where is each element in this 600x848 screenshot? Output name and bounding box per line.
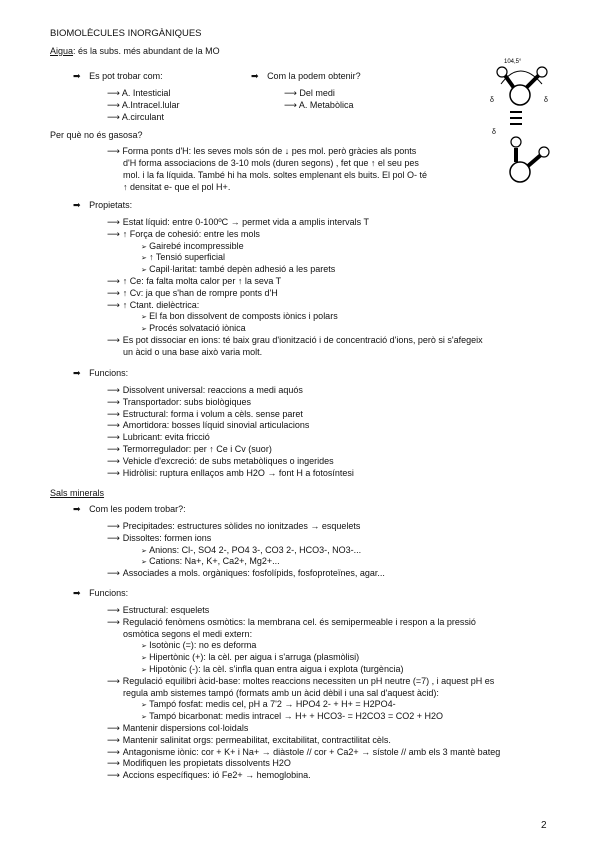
arrow-icon: ⟶ bbox=[107, 676, 123, 687]
funcio-item bbox=[107, 420, 309, 432]
list-item-text: Modifiquen les propietats dissolvents H2O bbox=[122, 758, 291, 769]
gas-answer-line-4: ↑ densitat e- que el pol H+. bbox=[123, 182, 231, 192]
list-item-text: Lubricant: evita fricció bbox=[122, 432, 210, 443]
list-item-text: ↑ Tensió superficial bbox=[149, 252, 225, 263]
list-item-text: Tampó fosfat: medis cel, pH a 7'2 → HPO4 2- + H+ = H2PO4- bbox=[149, 699, 396, 710]
arrow-icon: ⟶ bbox=[284, 101, 297, 111]
bold-arrow-icon: ➡ bbox=[73, 201, 81, 211]
sals-trobar-item bbox=[107, 521, 360, 533]
hydrogen-atom bbox=[497, 67, 507, 77]
arrow-icon: ⟶ bbox=[107, 522, 123, 532]
sals-trobar-item bbox=[107, 568, 385, 580]
page-title: BIOMOLÈCULES INORGÀNIQUES bbox=[50, 28, 202, 39]
list-item-text: Cations: Na+, K+, Ca2+, Mg2+... bbox=[149, 556, 280, 567]
aigua-trobar-title: Es pot trobar com: bbox=[89, 71, 163, 81]
sals-trobar-title-line bbox=[73, 504, 186, 516]
aigua-obtenir-title-line bbox=[251, 71, 361, 83]
propietat-item bbox=[141, 311, 338, 323]
list-item-text: un àcid o una base això varia molt. bbox=[123, 346, 263, 357]
list-item-text: El fa bon dissolvent de composts iònics i polars bbox=[149, 311, 338, 322]
aigua-trobar-title-line bbox=[73, 71, 163, 83]
sals-funcio-item bbox=[107, 676, 494, 688]
bullet-icon: ➢ bbox=[141, 558, 150, 567]
aigua-funcions-title: Funcions: bbox=[89, 368, 129, 378]
list-item: ⟶ A.circulant bbox=[107, 112, 164, 123]
sals-funcio-item bbox=[107, 605, 209, 617]
propietat-item bbox=[141, 252, 225, 264]
sals-funcions-title-line bbox=[73, 588, 128, 600]
funcio-item bbox=[107, 385, 303, 397]
list-item-text: ↑ Ctant. dielèctrica: bbox=[122, 299, 200, 310]
aigua-obtenir-title: Com la podem obtenir? bbox=[267, 71, 361, 81]
oh-bond bbox=[526, 74, 540, 88]
arrow-icon: ⟶ bbox=[107, 101, 120, 111]
list-item-text: Estructural: forma i volum a cèls. sense paret bbox=[122, 408, 303, 419]
arrow-icon: ⟶ bbox=[107, 218, 123, 228]
propietat-item bbox=[107, 300, 199, 312]
list-item-text: Associades a mols. orgàniques: fosfolípids, fosfoproteïnes, agar... bbox=[122, 568, 385, 579]
arrow-icon: ⟶ bbox=[107, 386, 123, 396]
list-item-text: Hipotònic (-): la cèl. s'infla quan entra aigua i explota (turgència) bbox=[149, 664, 404, 674]
bold-arrow-icon: ➡ bbox=[73, 369, 81, 379]
sals-funcio-item bbox=[141, 711, 443, 723]
page-number: 2 bbox=[541, 820, 547, 831]
propietat-item bbox=[107, 229, 260, 241]
list-item-text: regula amb sistemes tampó (formats amb un àcid dèbil i una sal d'aquest àcid): bbox=[123, 687, 439, 698]
list-item-text: Isotònic (=): no es deforma bbox=[149, 640, 257, 651]
funcio-item bbox=[107, 432, 210, 444]
arrow-icon: ⟶ bbox=[107, 89, 120, 99]
sals-funcio-item bbox=[141, 640, 256, 652]
arrow-icon: ⟶ bbox=[107, 569, 123, 580]
list-item-text: Vehicle d'excreció: de subs metabòliques o ingerides bbox=[122, 455, 334, 466]
bullet-icon: ➢ bbox=[141, 313, 150, 322]
bullet-icon: ➢ bbox=[141, 713, 150, 722]
propietat-item bbox=[107, 217, 369, 229]
oxygen-atom bbox=[510, 85, 530, 105]
arrow-icon: ⟶ bbox=[107, 445, 123, 455]
arrow-icon: ⟶ bbox=[107, 409, 123, 420]
list-item-text: Precipitades: estructures sòlides no ionitzades → esquelets bbox=[122, 521, 361, 531]
list-item-text: Tampó bicarbonat: medis intracel → H+ + HCO3- = H2CO3 = CO2 + H2O bbox=[149, 711, 443, 722]
propietat-item bbox=[141, 241, 244, 253]
list-item-text: Regulació fenòmens osmòtics: la membrana cel. és semipermeable i respon a la pressió bbox=[122, 616, 476, 627]
bullet-icon: ➢ bbox=[141, 242, 150, 251]
arrow-icon: ⟶ bbox=[107, 456, 123, 467]
bullet-icon: ➢ bbox=[141, 546, 150, 555]
sals-funcions-title: Funcions: bbox=[89, 588, 129, 598]
list-item-text: Gairebé incompressible bbox=[149, 240, 244, 251]
arrow-icon: ⟶ bbox=[107, 617, 123, 628]
list-item-text: Procés solvatació iònica bbox=[149, 323, 246, 334]
hydrogen-atom bbox=[537, 67, 547, 77]
sals-funcio-item bbox=[107, 747, 500, 759]
sals-trobar-item bbox=[107, 533, 211, 545]
arrow-icon: ⟶ bbox=[107, 468, 123, 479]
arrow-icon: ⟶ bbox=[107, 147, 120, 157]
propietat-item bbox=[141, 264, 335, 276]
bullet-icon: ➢ bbox=[141, 325, 150, 334]
arrow-icon: ⟶ bbox=[284, 89, 297, 99]
sals-trobar-item bbox=[141, 545, 361, 557]
list-item-text: Amortidora: bosses líquid sinovial articulacions bbox=[122, 420, 310, 431]
funcio-item bbox=[107, 456, 334, 468]
hydrogen-atom bbox=[511, 137, 521, 147]
list-item-text: Mantenir salinitat orgs: permeabilitat, excitabilitat, contractilitat cèls. bbox=[122, 734, 391, 745]
funcio-item bbox=[107, 409, 303, 421]
sals-funcio-item bbox=[107, 617, 476, 629]
list-item: ⟶ Del medi bbox=[284, 88, 335, 99]
bullet-icon: ➢ bbox=[141, 642, 150, 651]
gas-answer-line-1: ⟶ Forma ponts d'H: les seves mols són de ↓ pes mol. però gràcies als ponts bbox=[107, 146, 417, 157]
aigua-heading: Aigua bbox=[50, 46, 74, 56]
arrow-icon: ⟶ bbox=[107, 113, 120, 123]
aigua-heading-rest: : és la subs. més abundant de la MO bbox=[73, 46, 220, 56]
oxygen-atom bbox=[510, 162, 530, 182]
list-item-text: Capil·laritat: també depèn adhesió a les parets bbox=[149, 264, 336, 275]
bullet-icon: ➢ bbox=[141, 254, 150, 263]
gas-answer-line-2: d'H forma associacions de 3-10 mols (duren segons) , fet que ↑ el seu pes bbox=[123, 158, 419, 168]
list-item: ⟶ A. Intesticial bbox=[107, 88, 171, 99]
arrow-icon: ⟶ bbox=[107, 606, 123, 616]
sals-funcio-item bbox=[141, 652, 359, 664]
arrow-icon: ⟶ bbox=[107, 277, 123, 287]
list-item-text: Antagonisme iònic: cor + K+ i Na+ → diàstole // cor + Ca2+ → sístole // amb els 3 mantè bateg bbox=[122, 746, 501, 757]
funcio-item bbox=[107, 444, 272, 456]
aigua-heading-line bbox=[50, 46, 220, 57]
sals-funcio-item bbox=[107, 758, 291, 770]
arrow-icon: ⟶ bbox=[107, 747, 123, 758]
list-item-text: Hipertònic (+): la cèl. per aigua i s'arruga (plasmòlisi) bbox=[149, 652, 360, 663]
hydrogen-atom bbox=[539, 147, 549, 157]
arrow-icon: ⟶ bbox=[107, 533, 123, 544]
bullet-icon: ➢ bbox=[141, 654, 150, 663]
sals-funcio-item bbox=[107, 723, 248, 735]
delta-label: δ bbox=[492, 129, 496, 136]
arrow-icon: ⟶ bbox=[107, 771, 123, 782]
arrow-icon: ⟶ bbox=[107, 724, 123, 734]
bold-arrow-icon: ➡ bbox=[251, 72, 259, 82]
list-item-text: Termorregulador: per ↑ Ce i Cv (suor) bbox=[122, 444, 272, 454]
list-item-text: osmòtica segons el medi extern: bbox=[123, 628, 253, 639]
propietats-title-line bbox=[73, 200, 132, 212]
propietat-item bbox=[141, 323, 246, 335]
list-item-text: Es pot dissociar en ions: té baix grau d'ionització i de concentració d'ions, però si s'afegeix bbox=[122, 335, 483, 345]
arrow-icon: ⟶ bbox=[107, 421, 123, 432]
sals-funcio-item bbox=[141, 664, 403, 676]
sals-funcio-item bbox=[107, 770, 311, 782]
sals-funcio-item bbox=[123, 688, 439, 699]
arrow-icon: ⟶ bbox=[107, 735, 123, 746]
bold-arrow-icon: ➡ bbox=[73, 72, 81, 82]
list-item-text: Dissolvent universal: reaccions a medi aquós bbox=[122, 385, 303, 395]
gas-question: Per què no és gasosa? bbox=[50, 130, 143, 140]
propietat-item bbox=[107, 276, 281, 288]
arrow-icon: ⟶ bbox=[107, 759, 123, 770]
propietat-item bbox=[123, 347, 262, 358]
arrow-icon: ⟶ bbox=[107, 229, 123, 240]
sals-funcio-item bbox=[107, 735, 391, 747]
propietats-title: Propietats: bbox=[89, 200, 133, 210]
list-item-text: Mantenir dispersions col·loidals bbox=[122, 723, 249, 733]
arrow-icon: ⟶ bbox=[107, 300, 123, 311]
aigua-funcions-title-line bbox=[73, 368, 128, 380]
delta-label: δ bbox=[544, 97, 548, 104]
gas-answer-line-3: mol. i la fa líquida. També hi ha mols. soltes emplenant els buits. El pol O- té bbox=[123, 170, 427, 180]
arrow-icon: ⟶ bbox=[107, 288, 123, 299]
arrow-icon: ⟶ bbox=[107, 336, 123, 346]
sals-trobar-title: Com les podem trobar?: bbox=[89, 504, 186, 514]
sals-funcio-item bbox=[123, 629, 252, 640]
list-item: ⟶ A.Intracel.lular bbox=[107, 100, 180, 111]
list-item-text: Accions específiques: ió Fe2+ → hemoglobina. bbox=[122, 770, 311, 781]
list-item-text: Regulació equilibri àcid-base: moltes reaccions necessiten un pH neutre (=7) , i aquest pH es bbox=[122, 675, 495, 686]
bold-arrow-icon: ➡ bbox=[73, 589, 81, 599]
propietat-item bbox=[107, 335, 483, 347]
bold-arrow-icon: ➡ bbox=[73, 505, 81, 515]
bullet-icon: ➢ bbox=[141, 266, 150, 275]
list-item-text: Hidròlisi: ruptura enllaços amb H2O → font H a fotosíntesi bbox=[122, 467, 354, 478]
sals-trobar-item bbox=[141, 556, 280, 568]
delta-label: δ bbox=[490, 97, 494, 104]
funcio-item bbox=[107, 397, 251, 409]
list-item-text: ↑ Força de cohesió: entre les mols bbox=[122, 228, 260, 239]
sals-heading: Sals minerals bbox=[50, 488, 105, 498]
arrow-icon: ⟶ bbox=[107, 397, 123, 408]
sals-funcio-item bbox=[141, 699, 396, 711]
list-item-text: Transportador: subs biològiques bbox=[122, 396, 252, 407]
list-item-text: Estat líquid: entre 0-100ºC → permet vida a amplis intervals T bbox=[122, 217, 369, 227]
list-item-text: ↑ Ce: fa falta molta calor per ↑ la seva T bbox=[122, 276, 282, 286]
list-item-text: Dissoltes: formen ions bbox=[122, 532, 212, 543]
list-item: ⟶ A. Metabòlica bbox=[284, 100, 354, 111]
list-item-text: ↑ Cv: ja que s'han de rompre ponts d'H bbox=[122, 287, 278, 298]
bullet-icon: ➢ bbox=[141, 701, 150, 710]
list-item-text: Anions: Cl-, SO4 2-, PO4 3-, CO3 2-, HCO3-, NO3-... bbox=[149, 544, 362, 555]
bond-angle-label: 104,5° bbox=[504, 59, 522, 65]
propietat-item bbox=[107, 288, 278, 300]
funcio-item bbox=[107, 468, 354, 480]
bullet-icon: ➢ bbox=[141, 666, 150, 674]
water-molecule-diagram bbox=[482, 50, 562, 200]
list-item-text: Estructural: esquelets bbox=[122, 605, 210, 615]
arrow-icon: ⟶ bbox=[107, 433, 123, 444]
